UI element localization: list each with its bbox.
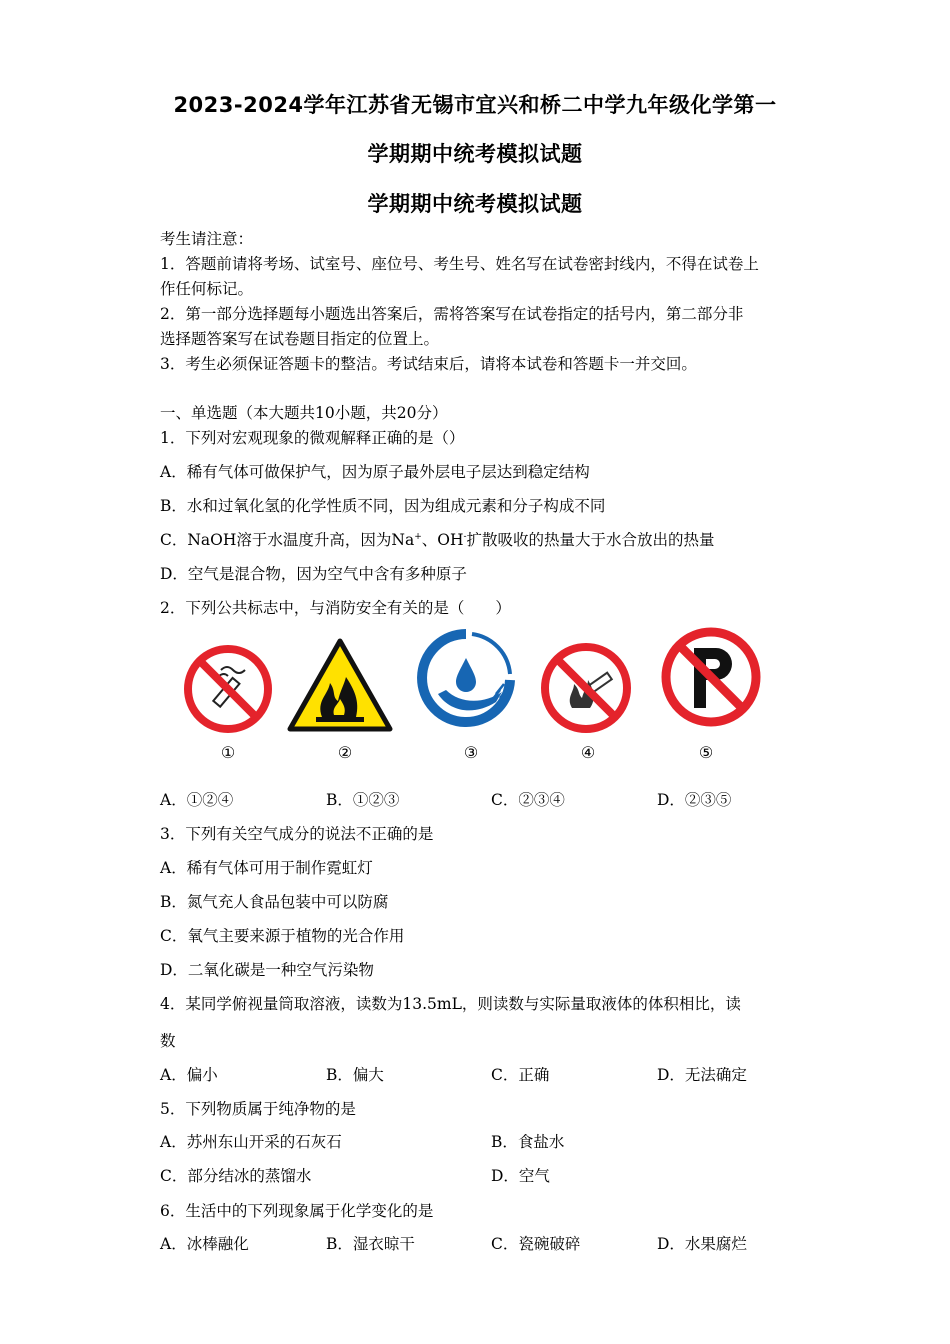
q1-option-c-post: 扩散吸收的热量大于水合放出的热量 xyxy=(466,531,715,549)
q6-option-a: A．冰棒融化 xyxy=(160,1235,249,1253)
q3-option-c: C．氧气主要来源于植物的光合作用 xyxy=(160,927,405,945)
q1-option-c-sup1: + xyxy=(414,531,422,542)
water-saving-icon xyxy=(416,628,516,732)
q4-stem-line-2: 数 xyxy=(160,1032,176,1050)
q4-option-b: B．偏大 xyxy=(326,1066,384,1084)
q6-stem: 6．生活中的下列现象属于化学变化的是 xyxy=(160,1202,434,1220)
q6-option-d: D．水果腐烂 xyxy=(657,1235,747,1253)
q5-option-a: A．苏州东山开采的石灰石 xyxy=(160,1133,342,1151)
title-line-1: 2023-2024学年江苏省无锡市宜兴和桥二中学九年级化学第一 xyxy=(173,93,777,117)
q5-option-d: D．空气 xyxy=(491,1167,550,1185)
no-fireworks-icon xyxy=(538,640,634,736)
flammable-warning-icon xyxy=(286,637,394,733)
q2-option-d: D．②③⑤ xyxy=(657,791,732,809)
notice-item-2b: 选择题答案写在试卷题目指定的位置上。 xyxy=(160,330,440,348)
notice-item-1b: 作任何标记。 xyxy=(160,280,254,298)
q1-option-a: A．稀有气体可做保护气，因为原子最外层电子层达到稳定结构 xyxy=(160,463,590,481)
q2-option-b: B．①②③ xyxy=(326,791,400,809)
notice-item-3: 3．考生必须保证答题卡的整洁。考试结束后，请将本试卷和答题卡一并交回。 xyxy=(160,355,697,373)
no-parking-icon xyxy=(660,626,762,728)
icon-caption-5: ⑤ xyxy=(698,743,714,762)
q4-stem-line-1: 4．某同学俯视量筒取溶液，读数为13.5mL，则读数与实际量取液体的体积相比，读 xyxy=(160,995,741,1013)
notice-heading: 考生请注意： xyxy=(160,230,254,248)
q3-option-a: A．稀有气体可用于制作霓虹灯 xyxy=(160,859,373,877)
notice-item-2a: 2．第一部分选择题每小题选出答案后，需将答案写在试卷指定的括号内，第二部分非 xyxy=(160,305,744,323)
q1-option-b: B．水和过氧化氢的化学性质不同，因为组成元素和分子构成不同 xyxy=(160,497,606,515)
icon-caption-2: ② xyxy=(337,743,353,762)
icon-caption-3: ③ xyxy=(463,743,479,762)
title-line-3: 学期期中统考模拟试题 xyxy=(367,192,583,216)
q1-option-c-mid: 、OH xyxy=(421,531,464,549)
q5-option-b: B．食盐水 xyxy=(491,1133,565,1151)
q3-stem: 3．下列有关空气成分的说法不正确的是 xyxy=(160,825,434,843)
q3-option-b: B．氮气充人食品包装中可以防腐 xyxy=(160,893,389,911)
q2-option-c: C．②③④ xyxy=(491,791,565,809)
q5-option-c: C．部分结冰的蒸馏水 xyxy=(160,1167,312,1185)
q2-option-a: A．①②④ xyxy=(160,791,234,809)
q1-option-c-pre: C．NaOH溶于水温度升高，因为Na xyxy=(160,531,415,549)
q6-option-c: C．瓷碗破碎 xyxy=(491,1235,581,1253)
q2-stem: 2．下列公共标志中，与消防安全有关的是（ ） xyxy=(160,599,511,617)
icon-caption-4: ④ xyxy=(580,743,596,762)
q4-option-c: C．正确 xyxy=(491,1066,550,1084)
title-line-2: 学期期中统考模拟试题 xyxy=(367,142,583,166)
q4-option-a: A．偏小 xyxy=(160,1066,218,1084)
q1-option-c-sup2: - xyxy=(463,531,467,542)
icon-caption-1: ① xyxy=(220,743,236,762)
no-smoking-icon xyxy=(181,642,275,736)
q6-option-b: B．湿衣晾干 xyxy=(326,1235,415,1253)
q4-option-d: D．无法确定 xyxy=(657,1066,747,1084)
notice-item-1a: 1．答题前请将考场、试室号、座位号、考生号、姓名写在试卷密封线内，不得在试卷上 xyxy=(160,255,759,273)
q1-option-d: D．空气是混合物，因为空气中含有多种原子 xyxy=(160,565,467,583)
q1-stem: 1．下列对宏观现象的微观解释正确的是（） xyxy=(160,429,465,447)
section-heading: 一、单选题（本大题共10小题，共20分） xyxy=(160,404,448,422)
q1-option-c xyxy=(160,528,715,550)
q5-stem: 5．下列物质属于纯净物的是 xyxy=(160,1100,356,1118)
q3-option-d: D．二氧化碳是一种空气污染物 xyxy=(160,961,374,979)
